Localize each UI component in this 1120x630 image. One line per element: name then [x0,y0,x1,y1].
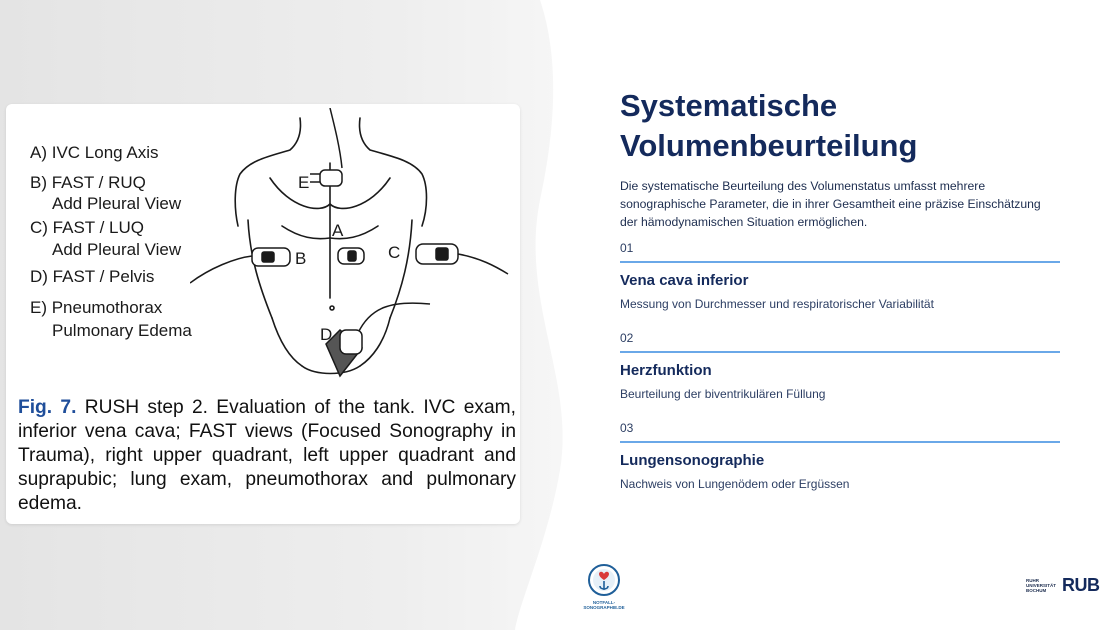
item-title: Herzfunktion [620,362,712,379]
probe-letter: A [332,221,344,240]
probe-letter: E [298,173,310,192]
caption-figure-number: Fig. 7. [18,397,77,418]
item-description: Beurteilung der biventrikulären Füllung [620,387,826,401]
figure-label: C) FAST / LUQ [30,218,144,237]
figure-label: Add Pleural View [52,240,182,259]
svg-text:SONOGRAPHIE.DE: SONOGRAPHIE.DE [583,605,625,610]
parameter-item [620,421,1060,491]
figure-caption [18,396,516,516]
figure-label: Pulmonary Edema [52,321,192,340]
notfall-sonographie-logo [580,560,628,612]
item-divider [620,441,1060,443]
probe-letter: C [388,243,401,262]
svg-text:NOTFALL-: NOTFALL- [592,600,616,605]
rub-logo [1026,574,1106,598]
probe-letter: D [320,325,333,344]
item-number: 03 [620,421,634,435]
torso-illustration [190,108,510,388]
intro-text: Die systematische Beurteilung des Volumenstatus umfasst mehrere sonographische Parameter, die in ihrer Gesamtheit eine präzise Einschätzung der hämodynamischen Situation ermöglichen. [620,179,1041,229]
parameter-item [620,241,1060,311]
rub-logo-letters: RUB [1062,575,1100,595]
item-title: Lungensonographie [620,452,765,469]
caption-text: RUSH step 2. Evaluation of the tank. IVC exam, inferior vena cava; FAST views (Focused Sonography in Trauma), right upper quadrant, left upper quadrant and suprapubic; lung exam, pneumothorax and pulmonary edema. [18,397,516,514]
probe-letter: B [295,249,307,268]
figure-label: A) IVC Long Axis [30,143,159,162]
item-number: 01 [620,241,634,255]
item-description: Nachweis von Lungenödem oder Ergüssen [620,477,850,491]
parameter-item [620,331,1060,401]
item-number: 02 [620,331,634,345]
item-divider [620,261,1060,263]
figure-label: Add Pleural View [52,194,182,213]
figure-label: D) FAST / Pelvis [30,267,155,286]
item-divider [620,351,1060,353]
slide-title: Systematische Volumenbeurteilung [620,88,918,163]
figure-label: E) Pneumothorax [30,298,163,317]
item-description: Messung von Durchmesser und respiratorischer Variabilität [620,297,934,311]
item-title: Vena cava inferior [620,272,749,289]
figure-label: B) FAST / RUQ [30,173,146,192]
rub-logo-small-text: RUHR UNIVERSITÄT BOCHUM [1026,578,1057,593]
